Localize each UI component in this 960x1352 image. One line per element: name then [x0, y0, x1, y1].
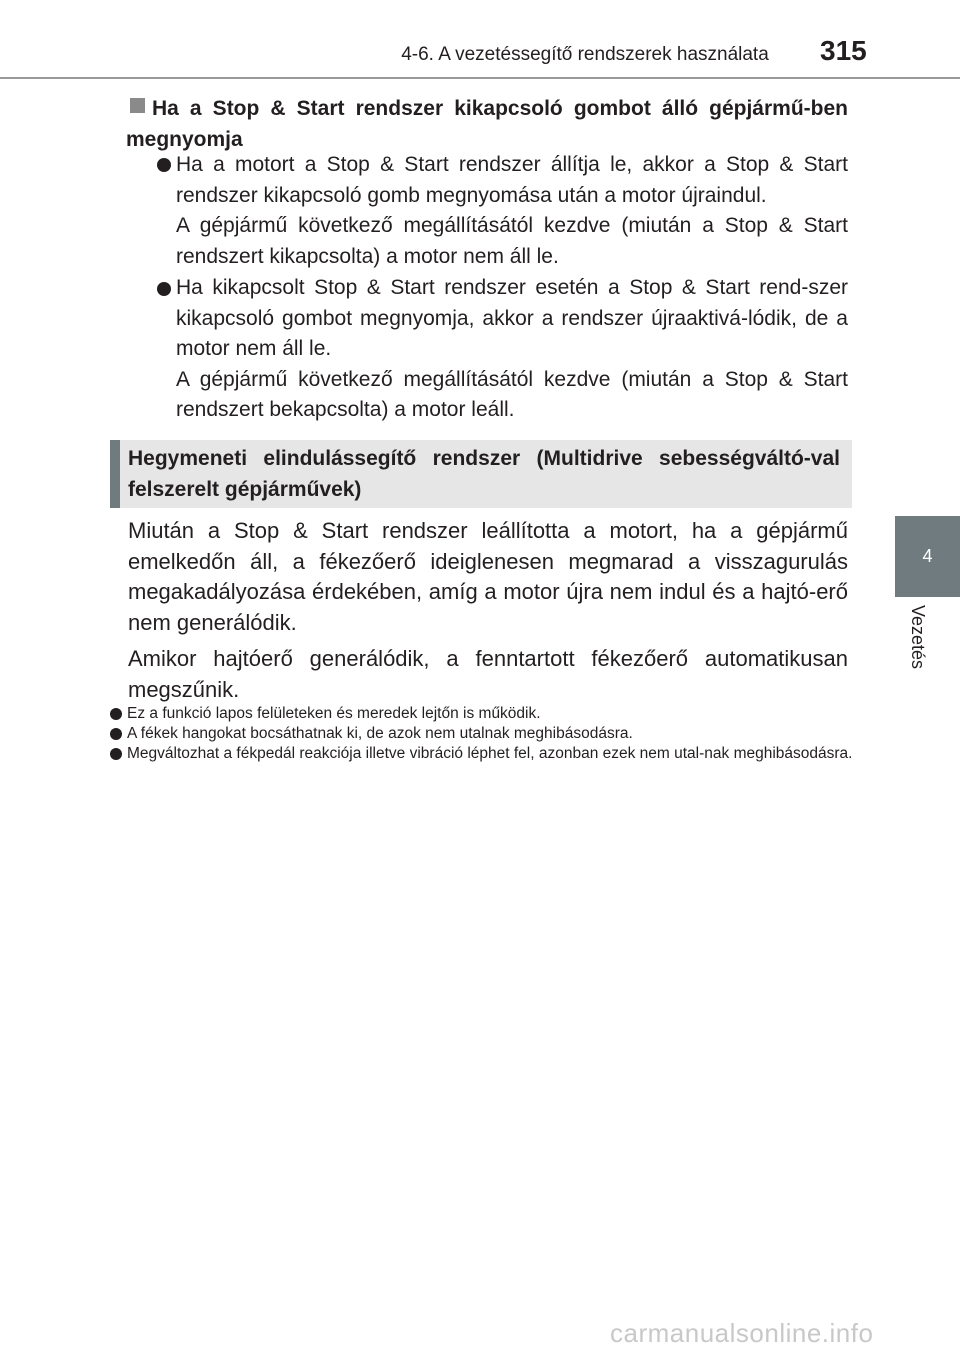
body-paragraph: Miután a Stop & Start rendszer leállította a motort, ha a gépjármű emelkedőn áll, a fékezőerő ideiglenesen megmarad a visszagurulás megakadályozása érdekében, amíg a motor újra nem indul és a hajtó-erő nem generálódik. — [128, 518, 848, 635]
list-item — [148, 273, 848, 426]
bullet-paragraph: Ha kikapcsolt Stop & Start rendszer esetén a Stop & Start rend-szer kikapcsoló gombot megnyomja, akkor a rendszer újraaktivá-lódik, de a motor nem áll le. — [176, 276, 848, 360]
note-item: Ez a funkció lapos felületeken és meredek lejtőn is működik. — [127, 705, 541, 722]
section-title: Hegymeneti elindulássegítő rendszer (Multidrive sebességváltó-val felszerelt gépjárművek) — [128, 447, 840, 501]
note-item: Megváltozhat a fékpedál reakciója illetve vibráció léphet fel, azonban ezek nem utal-nak meghibásodásra. — [127, 745, 853, 762]
chapter-number: 4 — [922, 546, 933, 566]
bullet-paragraph: Ha a motort a Stop & Start rendszer állítja le, akkor a Stop & Start rendszer kikapcsoló gomb megnyomása után a motor újraindul. — [176, 153, 848, 207]
footer-watermark: carmanualsonline.info — [610, 1318, 874, 1348]
note-item: A fékek hangokat bocsáthatnak ki, de azok nem utalnak meghibásodásra. — [127, 725, 633, 742]
chapter-label: Vezetés — [908, 605, 928, 670]
body-paragraph: Amikor hajtóerő generálódik, a fenntartott fékezőerő automatikusan megszűnik. — [128, 646, 848, 702]
header-section-title: 4-6. A vezetéssegítő rendszerek használata — [401, 44, 769, 65]
chapter-tab — [895, 516, 960, 597]
header-divider — [0, 77, 960, 79]
page-number: 315 — [820, 35, 867, 66]
page-header — [0, 0, 960, 80]
list-item — [148, 150, 848, 272]
bullet-paragraph: A gépjármű következő megállításától kezdve (miután a Stop & Start rendszert kikapcsolta) a motor nem áll le. — [176, 214, 848, 268]
subsection-title: Ha a Stop & Start rendszer kikapcsoló gombot álló gépjármű-ben megnyomja — [126, 97, 848, 151]
bullet-paragraph: A gépjármű következő megállításától kezdve (miután a Stop & Start rendszert bekapcsolta) a motor leáll. — [176, 367, 848, 421]
section-header-bar — [110, 440, 120, 508]
